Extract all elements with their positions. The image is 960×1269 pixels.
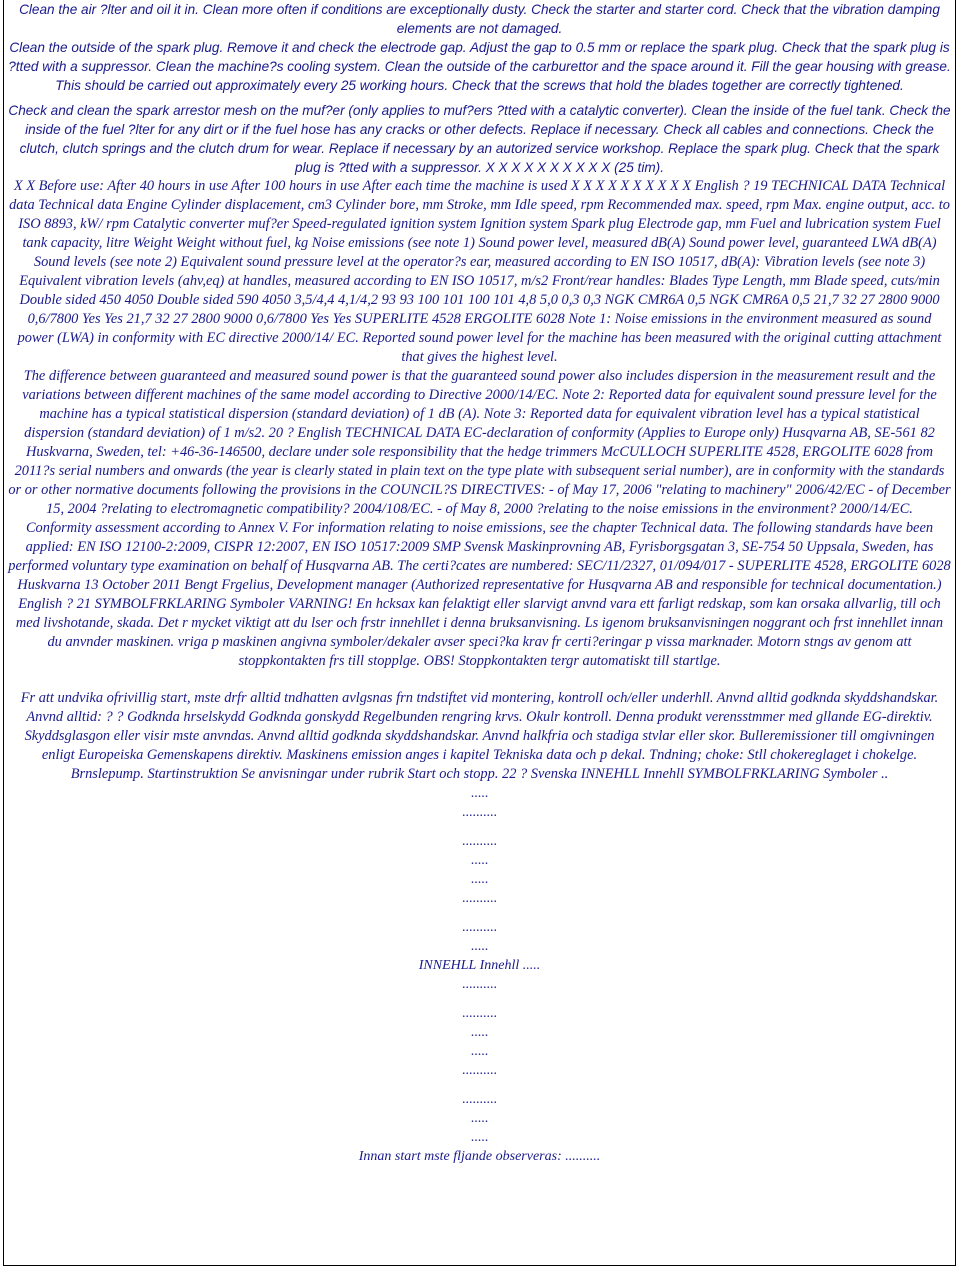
toc-dots: .......... (462, 805, 497, 820)
toc-dots: .......... (462, 1092, 497, 1107)
toc-dots: ..... (470, 939, 489, 954)
toc-dots: .......... (462, 1006, 497, 1021)
swedish-symbols-paragraph: Fr att undvika ofrivillig start, mste drfr alltid tndhatten avlgsnas frn tndstiftet vid montering, kontroll och/eller underhll. Anvnd alltid godknda skyddshandskar. Anvnd alltid: ? ? Godknda hrselskydd Godknda gonskydd Regelbunden rengring krvs. Okulr kontroll. Denna produkt verensstmmer med gllande EG-direktiv. Skyddsglasgon eller visir mste anvndas. Anvnd alltid godknda skyddshandskar. Anvnd halkfria och stadiga stvlar eller skor. Bulleremissioner till omgivningen enligt Europeiska Gemenskapens direktiv. Maskinens emission anges i kapitel Tekniska data och p dekal. Tndning; choke: Stll chokereglaget i chokelge. Brnslepump. Startinstruktion Se anvisningar under rubrik Start och stopp. 22 ? Svenska INNEHLL Innehll SYMBOLFRKLARING Symboler .. (20, 690, 939, 782)
declaration-paragraph: The difference between guaranteed and measured sound power is that the guaranteed sound power also includes dispersion in the measurement result and the variations between different machines of the same model according to Directive 2000/14/EC. Note 2: Reported data for equivalent sound pressure level for the machine has a typical statistical dispersion (standard deviation) of 1 dB (A). Note 3: Reported data for equivalent vibration level has a typical statistical dispersion (standard deviation) of 1 m/s2. 20 ? English TECHNICAL DATA EC-declaration of conformity (Applies to Europe only) Husqvarna AB, SE-561 82 Huskvarna, Sweden, tel: +46-36-146500, declare under sole responsibility that the hedge trimmers McCULLOCH SUPERLITE 4528, ERGOLITE 6028 from 2011?s serial numbers and onwards (the year is clearly stated in plain text on the type plate with subsequent serial number), are in conformity with the standards or or other normative documents following the provisions in the COUNCIL?S DIRECTIVES: - of May 17, 2006 "relating to machinery" 2006/42/EC - of December 15, 2004 ?relating to electromagnetic compatibility? 2004/108/EC. - of May 8, 2000 ?relating to the noise emissions in the environment? 2000/14/EC. (8, 368, 951, 517)
toc-dots: .......... (462, 977, 497, 992)
toc-dots: ..... (470, 872, 489, 887)
document-page (3, 0, 956, 1266)
toc-dots: ..... (470, 1044, 489, 1059)
toc-dots: .......... (462, 891, 497, 906)
toc-dots: ..... (470, 1025, 489, 1040)
toc-dots: ..... (470, 1130, 489, 1145)
maintenance-paragraph-3: Check and clean the spark arrestor mesh on the muf?er (only applies to muf?ers ?tted with a catalytic converter). Clean the inside of the fuel tank. Check the inside of the fuel ?lter for any dirt or if the fuel hose has any cracks or other defects. Replace if necessary. Check all cables and connections. Check the clutch, clutch springs and the clutch drum for wear. Replace if necessary by an autorized service workshop. Replace the spark plug. Check that the spark plug is ?tted with a suppressor. X X X X X X X X X X (25 tim). (8, 103, 951, 175)
toc-dots: ..... (470, 853, 489, 868)
toc-last-line: Innan start mste fljande observeras: .......... (358, 1149, 601, 1164)
toc-dots: .......... (462, 920, 497, 935)
toc-dots: .......... (462, 834, 497, 849)
table-of-contents (4, 784, 955, 1166)
conformity-symbols-paragraph: Conformity assessment according to Annex V. For information relating to noise emissions, see the chapter Technical data. The following standards have been applied: EN ISO 12100-2:2009, CISPR 12:2007, EN ISO 10517:2009 SMP Svensk Maskinprovning AB, Fyrisborgsgatan 3, SE-754 50 Uppsala, Sweden, has performed voluntary type examination on behalf of Husqvarna AB. The certi?cates are numbered: SEC/11/2327, 01/094/017 - SUPERLITE 4528, ERGOLITE 6028 Huskvarna 13 October 2011 Bengt Frgelius, Development manager (Authorized representative for Husqvarna AB and responsible for technical documentation.) English ? 21 SYMBOLFRKLARING Symboler VARNING! En hcksax kan felaktigt eller slarvigt anvnd vara ett farligt redskap, som kan orsaka allvarlig, till och med livshotande, skada. Det r mycket viktigt att du lser och frstr innehllet i denna bruksanvisning. Ls igenom bruksanvisningen noggrant och frst innehllet innan du anvnder maskinen. vriga p maskinen angivna symboler/dekaler avser speci?ka krav fr certi?eringar p vissa marknader. Motorn stngs av genom att stoppkontakten frs till stopplge. OBS! Stoppkontakten tergr automatiskt till startlge. (8, 520, 951, 669)
maintenance-paragraph-1: Clean the air ?lter and oil it in. Clean more often if conditions are exceptionally dusty. Check the starter and starter cord. Check that the vibration damping elements are not damaged. (19, 2, 940, 36)
technical-data-paragraph: X X Before use: After 40 hours in use After 100 hours in use After each time the machine is used X X X X X X X X X X English ? 19 TECHNICAL DATA Technical data Technical data Engine Cylinder displacement, cm3 Cylinder bore, mm Stroke, mm Idle speed, rpm Recommended max. speed, rpm Max. engine output, acc. to ISO 8893, kW/ rpm Catalytic converter muf?er Speed-regulated ignition system Ignition system Spark plug Electrode gap, mm Fuel and lubrication system Fuel tank capacity, litre Weight Weight without fuel, kg Noise emissions (see note 1) Sound power level, measured dB(A) Sound power level, guaranteed LWA dB(A) Sound levels (see note 2) Equivalent sound pressure level at the operator?s ear, measured according to EN ISO 10517, dB(A): Vibration levels (see note 3) Equivalent vibration levels (ahv,eq) at handles, measured according to EN ISO 10517, m/s2 Front/rear handles: Blades Type Length, mm Blade speed, cuts/min Double sided 450 4050 Double sided 590 4050 3,5/4,4 4,1/4,2 93 93 100 101 100 101 4,8 5,0 0,3 0,3 NGK CMR6A 0,5 NGK CMR6A 0,5 21,7 32 27 2800 9000 0,6/7800 Yes Yes 21,7 32 27 2800 9000 0,6/7800 Yes Yes SUPERLITE 4528 ERGOLITE 6028 Note 1: Noise emissions in the environment measured as sound power (LWA) in conformity with EC directive 2000/14/ EC. Reported sound power level for the machine has been measured with the original cutting attachment that gives the highest level. (9, 178, 950, 365)
toc-dots: ..... (470, 1111, 489, 1126)
toc-dots: .......... (462, 1063, 497, 1078)
toc-heading: INNEHLL Innehll ..... (418, 958, 541, 973)
maintenance-paragraph-2: Clean the outside of the spark plug. Remove it and check the electrode gap. Adjust the gap to 0.5 mm or replace the spark plug. Check that the spark plug is ?tted with a suppressor. Clean the machine?s cooling system. Clean the outside of the carburettor and the space around it. Fill the gear housing with grease. This should be carried out approximately every 25 working hours. Check that the screws that hold the blades together are correctly tightened. (8, 40, 951, 93)
toc-dots: ..... (470, 786, 489, 801)
